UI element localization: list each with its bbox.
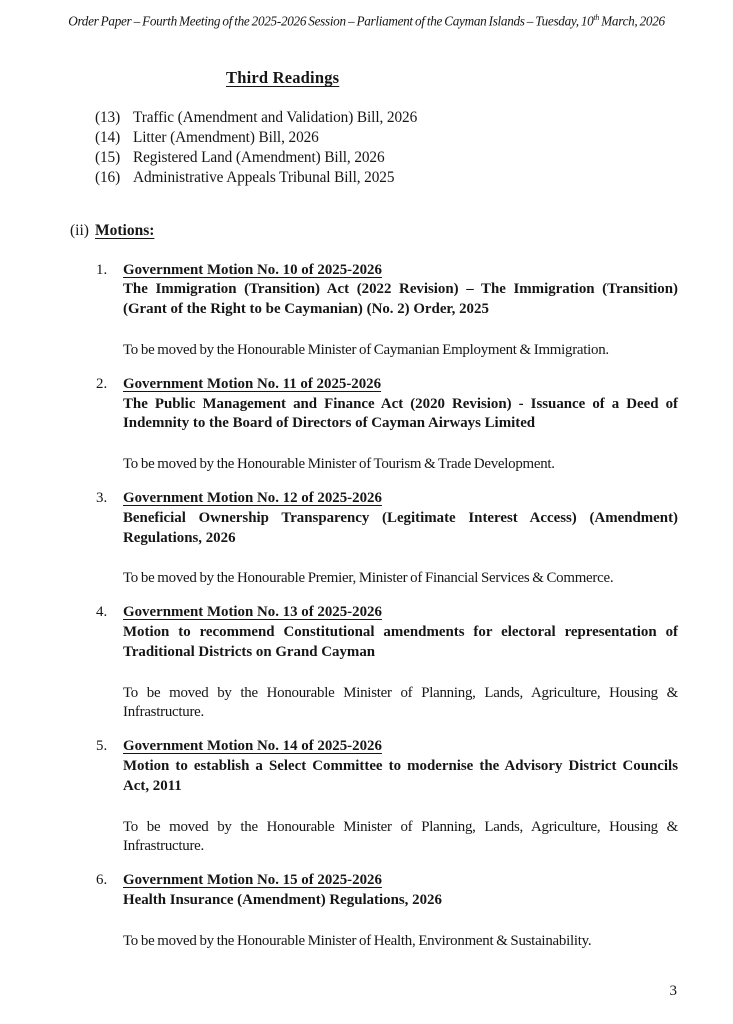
bill-row <box>95 168 678 188</box>
bill-row <box>95 148 678 168</box>
ordinal-superscript: th <box>593 13 600 22</box>
motion-number: 3. <box>96 489 108 506</box>
motion-subject: Beneficial Ownership Transparency (Legitimate Interest Access) (Amendment) Regulations, 2026 <box>123 509 678 546</box>
motion-body <box>123 603 678 723</box>
bill-number: (15) <box>95 148 121 166</box>
bill-row <box>95 108 678 128</box>
motion-subject: Motion to establish a Select Committee to modernise the Advisory District Councils Act, 2011 <box>123 757 678 794</box>
motion-body <box>123 261 678 361</box>
running-header-text: Order Paper – Fourth Meeting of the 2025-2026 Session – Parliament of the Cayman Islands – Tuesday, 10 <box>68 13 594 29</box>
motion-title: Government Motion No. 11 of 2025-2026 <box>123 375 382 392</box>
motion-body <box>123 737 678 857</box>
motion-subject: Motion to recommend Constitutional amendments for electoral representation of Traditional Districts on Grand Cayman <box>123 623 678 660</box>
bill-number: (13) <box>95 109 121 127</box>
bill-title: Traffic (Amendment and Validation) Bill, 2026 <box>133 109 418 127</box>
third-readings-bill-list <box>95 108 678 187</box>
motion-subject: The Immigration (Transition) Act (2022 Revision) – The Immigration (Transition) (Grant of the Right to be Caymanian) (No. 2) Order, 2025 <box>123 281 678 318</box>
bill-number: (14) <box>95 129 121 147</box>
bill-title: Administrative Appeals Tribunal Bill, 2025 <box>133 168 395 186</box>
bill-number: (16) <box>95 168 121 186</box>
motion-mover: To be moved by the Honourable Minister of Planning, Lands, Agriculture, Housing & Infrastructure. <box>123 818 678 855</box>
motion-item <box>96 489 678 589</box>
bill-row <box>95 128 678 148</box>
motion-title: Government Motion No. 12 of 2025-2026 <box>123 489 382 506</box>
third-readings-heading: Third Readings <box>226 68 340 88</box>
motion-number: 4. <box>96 604 108 621</box>
motion-body <box>123 871 678 951</box>
motion-body <box>123 489 678 589</box>
motion-item <box>96 261 678 361</box>
running-header <box>0 13 733 29</box>
motions-section-heading-row <box>70 221 733 240</box>
third-readings-heading-row <box>226 68 733 88</box>
motion-title: Government Motion No. 15 of 2025-2026 <box>123 872 382 889</box>
motion-body <box>123 375 678 475</box>
motions-index-label: (ii) <box>70 221 89 239</box>
motion-mover: To be moved by the Honourable Minister of Caymanian Employment & Immigration. <box>123 341 609 358</box>
motion-title: Government Motion No. 13 of 2025-2026 <box>123 604 382 621</box>
motion-number: 2. <box>96 375 108 392</box>
motion-title: Government Motion No. 10 of 2025-2026 <box>123 261 382 278</box>
motion-item <box>96 737 678 857</box>
bill-title: Litter (Amendment) Bill, 2026 <box>133 129 319 147</box>
motion-item <box>96 871 678 951</box>
bill-title: Registered Land (Amendment) Bill, 2026 <box>133 148 385 166</box>
running-header-date: March, 2026 <box>599 13 665 29</box>
motion-subject: The Public Management and Finance Act (2020 Revision) - Issuance of a Deed of Indemnity to the Board of Directors of Cayman Airways Limited <box>123 395 678 432</box>
motion-number: 1. <box>96 261 108 278</box>
motion-mover: To be moved by the Honourable Minister of Tourism & Trade Development. <box>123 456 555 473</box>
motion-mover: To be moved by the Honourable Minister of Planning, Lands, Agriculture, Housing & Infrastructure. <box>123 684 678 721</box>
motion-number: 6. <box>96 872 108 889</box>
motion-title: Government Motion No. 14 of 2025-2026 <box>123 738 382 755</box>
motion-item <box>96 603 678 723</box>
motion-mover: To be moved by the Honourable Minister of Health, Environment & Sustainability. <box>123 932 592 949</box>
motion-item <box>96 375 678 475</box>
page-number: 3 <box>669 983 677 999</box>
motion-number: 5. <box>96 738 108 755</box>
motion-mover: To be moved by the Honourable Premier, Minister of Financial Services & Commerce. <box>123 570 614 587</box>
motion-subject: Health Insurance (Amendment) Regulations, 2026 <box>123 891 442 908</box>
motions-heading: Motions: <box>95 221 155 239</box>
